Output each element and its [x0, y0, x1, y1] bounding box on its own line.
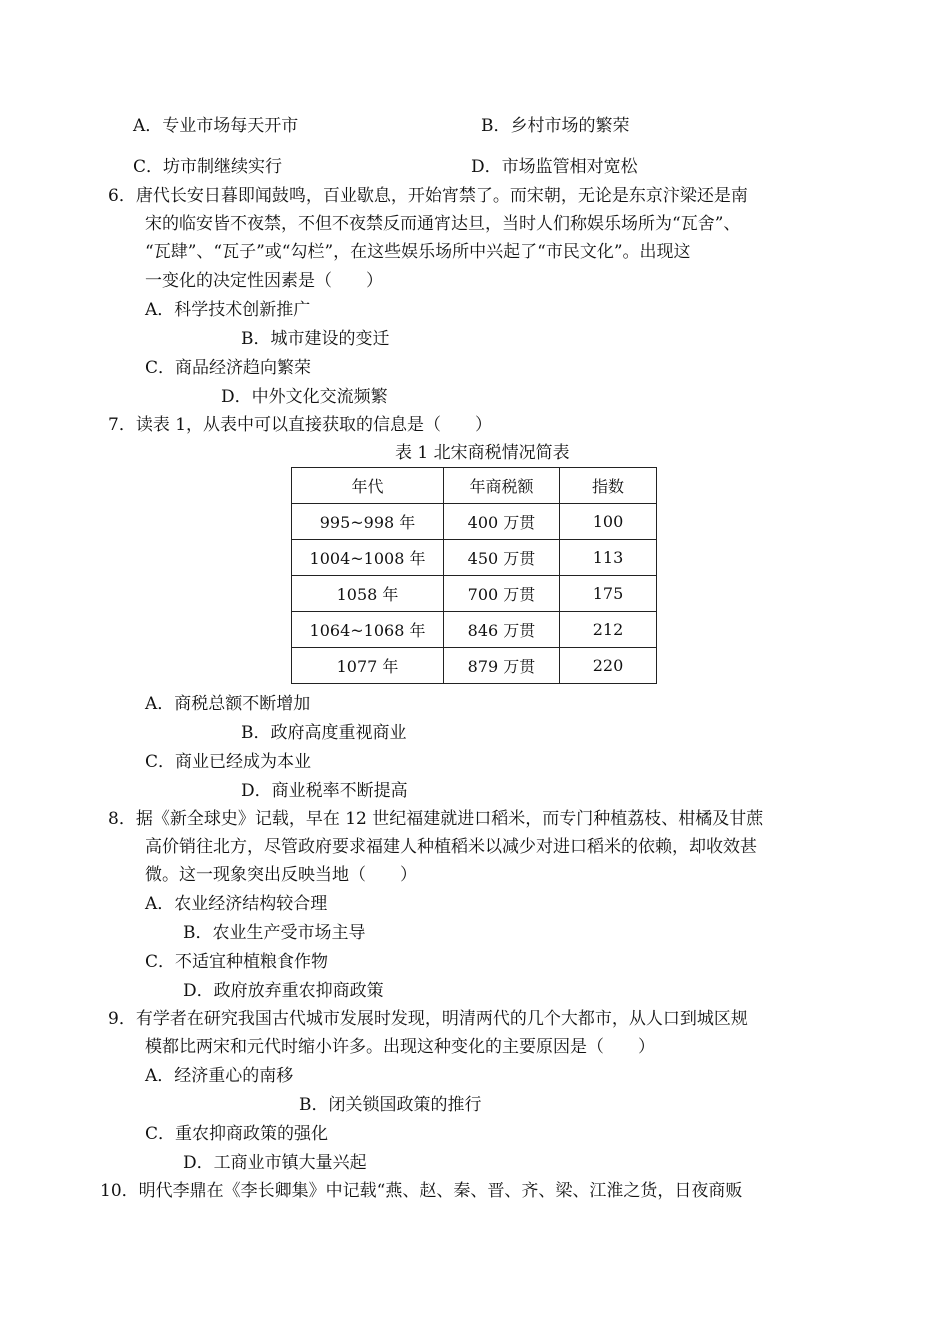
- q6-stem-line-2: 宋的临安皆不夜禁，不但不夜禁反而通宵达旦，当时人们称娱乐场所为“瓦舍”、: [145, 214, 741, 234]
- cell-year: 995~998 年: [292, 504, 444, 540]
- q6-stem-line-4: 一变化的决定性因素是（ ）: [145, 271, 383, 291]
- table-row: [292, 648, 657, 684]
- cell-year: 1077 年: [292, 648, 444, 684]
- table-header-row: [292, 468, 657, 504]
- q7-stem: 7．读表 1，从表中可以直接获取的信息是（ ）: [108, 415, 493, 435]
- q8-stem-line-3: 微。这一现象突出反映当地（ ）: [145, 865, 417, 885]
- q9-stem-line-1: 9．有学者在研究我国古代城市发展时发现，明清两代的几个大都市，从人口到城区规: [108, 1009, 748, 1029]
- q7-option-b: B．政府高度重视商业: [241, 723, 407, 743]
- q5-option-c: C．坊市制继续实行: [133, 157, 283, 177]
- q9-option-c: C．重农抑商政策的强化: [145, 1124, 329, 1144]
- cell-tax: 450 万贯: [444, 540, 560, 576]
- q8-option-a: A．农业经济结构较合理: [145, 894, 328, 914]
- table-row: [292, 612, 657, 648]
- q8-option-b: B．农业生产受市场主导: [183, 923, 366, 943]
- q6-option-a: A．科学技术创新推广: [145, 300, 311, 320]
- cell-index: 220: [560, 648, 657, 684]
- q7-option-a: A．商税总额不断增加: [145, 694, 311, 714]
- q9-option-a: A．经济重心的南移: [145, 1066, 294, 1086]
- q8-stem-line-2: 高价销往北方，尽管政府要求福建人种植稻米以减少对进口稻米的依赖，却收效甚: [145, 837, 757, 857]
- cell-index: 113: [560, 540, 657, 576]
- q7-option-d: D．商业税率不断提高: [241, 781, 408, 801]
- q5-option-a: A．专业市场每天开市: [133, 116, 299, 136]
- cell-index: 100: [560, 504, 657, 540]
- q7-option-c: C．商业已经成为本业: [145, 752, 312, 772]
- cell-index: 212: [560, 612, 657, 648]
- q6-stem-line-1: 6．唐代长安日暮即闻鼓鸣，百业歇息，开始宵禁了。而宋朝，无论是东京汴梁还是南: [108, 186, 748, 206]
- q8-option-d: D．政府放弃重农抑商政策: [183, 981, 384, 1001]
- q10-stem-line-1: 10．明代李鼎在《李长卿集》中记载“燕、赵、秦、晋、齐、梁、江淮之货，日夜商贩: [100, 1181, 743, 1201]
- cell-tax: 400 万贯: [444, 504, 560, 540]
- table-row: [292, 576, 657, 612]
- q9-stem-line-2: 模都比两宋和元代时缩小许多。出现这种变化的主要原因是（ ）: [145, 1037, 655, 1057]
- cell-tax: 700 万贯: [444, 576, 560, 612]
- q8-option-c: C．不适宜种植粮食作物: [145, 952, 329, 972]
- q6-option-c: C．商品经济趋向繁荣: [145, 358, 312, 378]
- q8-stem-line-1: 8．据《新全球史》记载，早在 12 世纪福建就进口稻米，而专门种植荔枝、柑橘及甘蔗: [108, 809, 764, 829]
- header-tax-amount: 年商税额: [444, 468, 560, 504]
- cell-year: 1004~1008 年: [292, 540, 444, 576]
- q5-option-b: B．乡村市场的繁荣: [481, 116, 630, 136]
- header-year: 年代: [292, 468, 444, 504]
- q9-option-b: B．闭关锁国政策的推行: [299, 1095, 482, 1115]
- q5-option-d: D．市场监管相对宽松: [471, 157, 638, 177]
- table-row: [292, 540, 657, 576]
- q6-option-d: D．中外文化交流频繁: [221, 387, 388, 407]
- table-row: [292, 504, 657, 540]
- cell-year: 1064~1068 年: [292, 612, 444, 648]
- table-caption: 表 1 北宋商税情况简表: [395, 443, 570, 463]
- commerce-tax-table: [291, 467, 657, 684]
- cell-tax: 879 万贯: [444, 648, 560, 684]
- q6-stem-line-3: “瓦肆”、“瓦子”或“勾栏”，在这些娱乐场所中兴起了“市民文化”。出现这: [145, 242, 691, 262]
- cell-index: 175: [560, 576, 657, 612]
- cell-year: 1058 年: [292, 576, 444, 612]
- q6-option-b: B．城市建设的变迁: [241, 329, 390, 349]
- q9-option-d: D．工商业市镇大量兴起: [183, 1153, 367, 1173]
- header-index: 指数: [560, 468, 657, 504]
- cell-tax: 846 万贯: [444, 612, 560, 648]
